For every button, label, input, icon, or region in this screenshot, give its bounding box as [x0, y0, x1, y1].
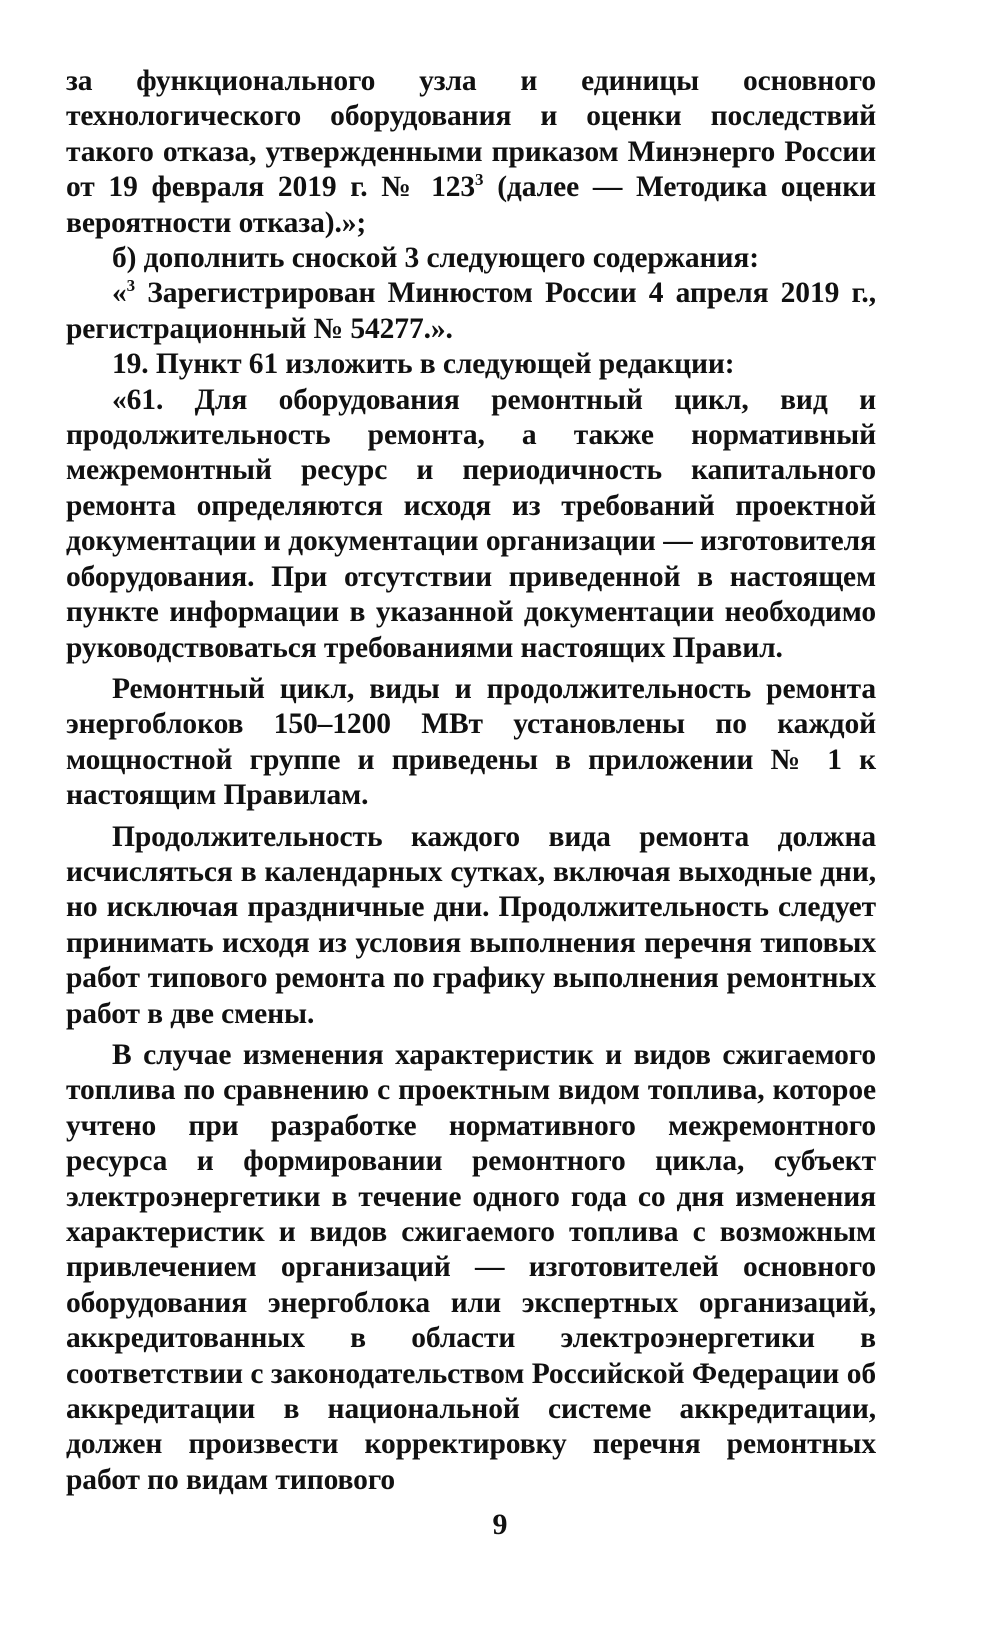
paragraph-footnote-instruction: б) дополнить сноской 3 следующего содержания:	[112, 242, 759, 275]
document-page	[66, 64, 876, 1498]
paragraph-item-19: 19. Пункт 61 изложить в следующей редакции:	[112, 348, 735, 381]
footnote-marker: 3	[126, 276, 136, 296]
paragraph-item-61: «61. Для оборудования ремонтный цикл, вид и продолжительность ремонта, а также нормативный межремонтный ресурс и периодичность капитального ремонта определяются исходя из требований проектной документации и документации организации — изготовителя оборудования. При отсутствии приведенной в настоящем пункте информации в указанной документации необходимо руководствоваться требованиями настоящих Правил.	[66, 383, 876, 664]
footnote-marker: 3	[475, 170, 484, 190]
paragraph-fuel-change: В случае изменения характеристик и видов сжигаемого топлива по сравнению с проектным видом топлива, которое учтено при разработке нормативного межремонтного ресурса и формировании ремонтного цикла, субъект электроэнергетики в течение одного года со дня изменения характеристик и видов сжигаемого топлива с возможным привлечением организаций — изготовителей основного оборудования энергоблока или экспертных организаций, аккредитованных в области электроэнергетики в соответствии с законодательством Российской Федерации об аккредитации в национальной системе аккредитации, должен произвести корректировку перечня ремонтных работ по видам типового	[66, 1038, 876, 1496]
page-number: 9	[492, 1508, 508, 1541]
paragraph-repair-duration: Продолжительность каждого вида ремонта должна исчисляться в календарных сутках, включая выходные дни, но исключая праздничные дни. Продолжительность следует принимать исходя из условия выполнения перечня типовых работ типового ремонта по графику выполнения ремонтных работ в две смены.	[66, 820, 876, 1030]
paragraph-footnote-text: «$^3$ Зарегистрирован Минюстом России 4 апреля 2019 г., регистрационный № 54277.».	[66, 276, 876, 345]
paragraph-continuation: за функционального узла и единицы основного технологического оборудования и оценки последствий такого отказа, утвержденными приказом Минэнерго России от 19 февраля 2019 г. № $123^3$ (далее — Методика оценки вероятности отказа).»;	[66, 65, 876, 239]
paragraph-repair-cycle: Ремонтный цикл, виды и продолжительность ремонта энергоблоков 150–1200 МВт установлены по каждой мощностной группе и приведены в приложении № 1 к настоящим Правилам.	[66, 672, 876, 812]
